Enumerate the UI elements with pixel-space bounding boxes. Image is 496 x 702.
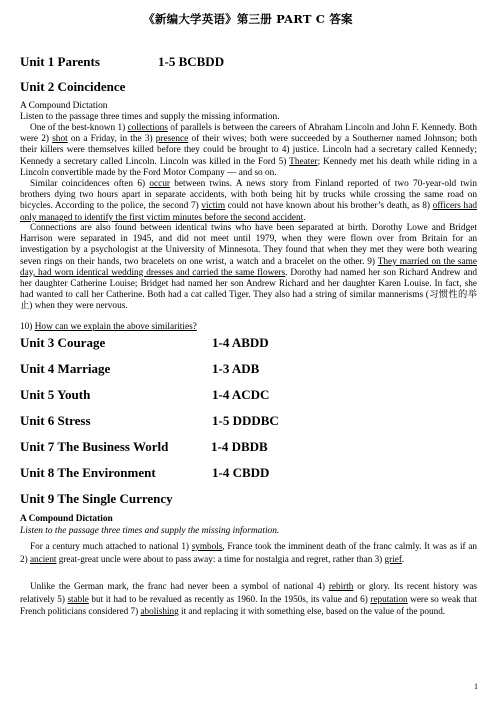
blank-answer: ancient: [29, 553, 57, 564]
unit-answer: 1-3 ADB: [212, 361, 260, 376]
unit-answer: 1-4 DBDB: [211, 439, 268, 454]
blank-answer: symbols: [191, 541, 223, 551]
unit-name: Unit 9 The Single Currency: [20, 491, 173, 506]
passage-paragraph: Similar coincidences often 6) occur between twins. A news story from Finland reported of two 70-year-old twin brothers dying two hours apart in separate accidents, with both being hit by trucks while crossing the same road on bicycles. According to the police, the second 7) victim could not have known about his brother’s death, as 8) officers had only managed to identify the first victim minutes before the second accident.: [20, 179, 477, 223]
unit-answer: 1-4 ACDC: [212, 387, 270, 402]
unit-name: Unit 8 The Environment: [20, 465, 156, 480]
unit-heading: [20, 413, 279, 428]
unit-heading: [20, 465, 270, 480]
blank-answer: grief: [384, 553, 402, 564]
blank-answer: shot: [52, 134, 68, 145]
unit-answer: 1-5 DDDBC: [212, 413, 279, 428]
unit-answer: 1-4 ABDD: [212, 335, 269, 350]
blank-answer: occur: [149, 179, 170, 189]
unit-answer: 1-4 CBDD: [212, 465, 270, 480]
blank-answer: How can we explain the above similarities?: [34, 322, 197, 332]
blank-answer: Theater: [289, 156, 318, 167]
section-instruction: Listen to the passage three times and supply the missing information.: [20, 112, 280, 122]
unit-name: Unit 6 Stress: [20, 413, 91, 428]
passage-paragraph: Connections are also found between identical twins who have been separated at birth. Dorothy Lowe and Bridget Harrison were separated in 1945, and did not meet until 1979, when they were flown over from Britain for an investigation by a psychologist at the University of Minnesota. They found that when they met they were both wearing seven rings on their hands, two bracelets on one wrist, a watch and a bracelet on the other. 9) They married on the same day, had worn identical wedding dresses and carried the same flowers. Dorothy had named her son Richard Andrew and her daughter Catherine Louise; Bridget had named her son Andrew Richard and her daughter Karen Louise. In fact, she had wanted to call her Catherine. Both had a cat called Tiger. They also had a string of similar mannerisms (习惯性的举止) when they were nervous.: [20, 223, 477, 312]
unit-name: Unit 2 Coincidence: [20, 79, 126, 94]
blank-answer: victim: [201, 201, 226, 212]
unit-heading: [20, 491, 173, 506]
unit-name: Unit 4 Marriage: [20, 361, 111, 376]
blank-answer: They married on the same day, had worn identical wedding dresses and carried the same flowers: [20, 256, 477, 278]
passage-paragraph: One of the best-known 1) collections of parallels is between the careers of Abraham Lincoln and John F. Kennedy. Both were 2) shot on a Friday, in the 3) presence of their wives; both were succeeded by a Southerner named Johnson; both their killers were themselves killed before they could be brought to 4) justice. Lincoln had a secretary called Kennedy; Kennedy a secretary called Lincoln. Lincoln was killed in the Ford 5) Theater; Kennedy met his death while riding in a Lincoln convertible made by the Ford Motor Company — and so on.: [20, 123, 477, 178]
section-instruction: Listen to the passage three times and supply the missing information.: [20, 526, 280, 536]
unit-heading: [20, 335, 269, 350]
unit-heading: [20, 361, 260, 376]
unit-heading: [20, 439, 268, 454]
blank-answer: reputation: [370, 593, 408, 604]
section-heading: A Compound Dictation: [20, 101, 108, 111]
unit-name: Unit 3 Courage: [20, 335, 106, 350]
unit-name: Unit 5 Youth: [20, 387, 91, 402]
document-title: 《新编大学英语》第三册 PART C 答案: [143, 12, 353, 26]
unit-heading: [20, 79, 125, 94]
unit-name: Unit 7 The Business World: [20, 439, 169, 454]
unit-heading: [20, 387, 270, 402]
blank-answer: presence: [155, 134, 189, 145]
blank-answer: officers had only managed to identify the first victim minutes before the second accident: [20, 201, 477, 223]
page-number: 1: [474, 682, 478, 691]
passage-paragraph: For a century much attached to national 1) symbols, France took the imminent death of the franc calmly. It was as if an 2) ancient great-great uncle were about to pass away: a time for nostalgia and regret, rather than 3) grief.: [20, 541, 477, 564]
blank-answer: rebirth: [328, 581, 354, 591]
question-10: 10) How can we explain the above similarities?: [20, 322, 197, 332]
unit-heading: [20, 54, 225, 69]
blank-answer: stable: [67, 593, 89, 604]
section-heading: A Compound Dictation: [20, 514, 113, 524]
unit-name: Unit 1 Parents: [20, 54, 100, 69]
blank-answer: abolishing: [140, 606, 179, 617]
unit-answer: 1-5 BCBDD: [158, 54, 225, 69]
blank-answer: collections: [127, 123, 168, 133]
passage-paragraph: Unlike the German mark, the franc had never been a symbol of national 4) rebirth or glory. Its recent history was relatively 5) stable but it had to be revalued as recently as 1960. In the 1950s, its value and 6) reputation were so weak that French politicians considered 7) abolishing it and replacing it with something else, based on the value of the pound.: [20, 581, 477, 617]
